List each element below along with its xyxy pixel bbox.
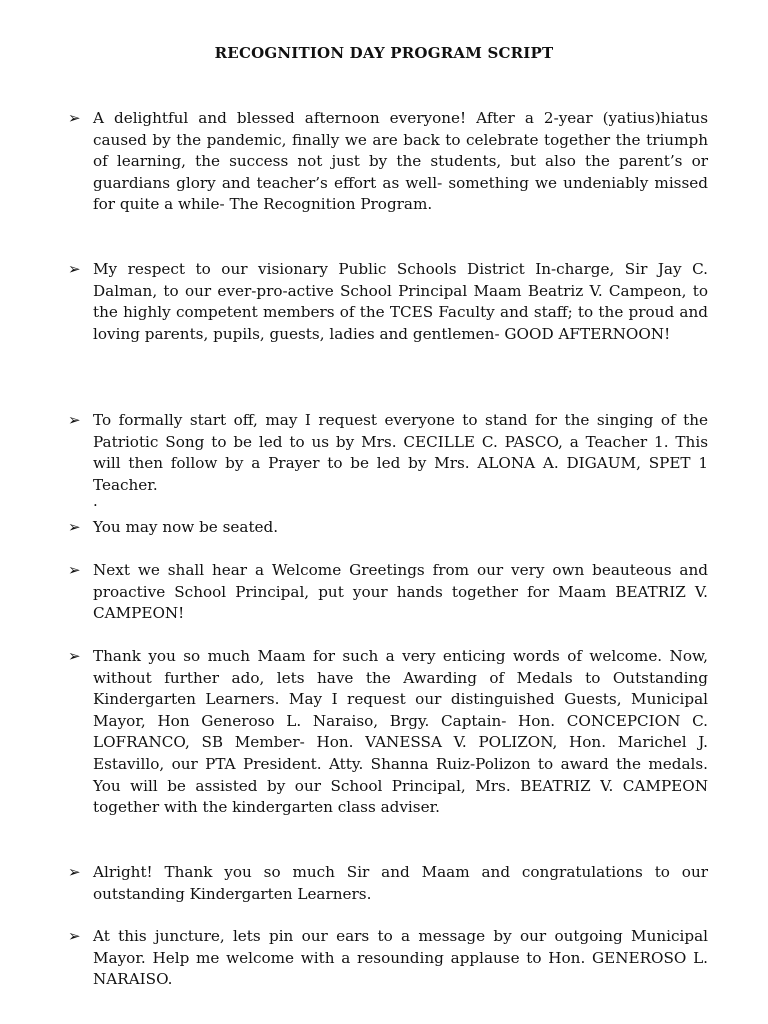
paragraph-text: Thank you so much Maam for such a very enticing words of welcome. Now, without further ado, lets have the Awarding of Medals to Outstanding Kindergarten Learners. May I request our distinguished Guests, Municipal Mayor, Hon Generoso L. Naraiso, Brgy. Captain- Hon. CONCEPCION C. LOFRANCO, SB Member- Hon. VANESSA V. POLIZON, Hon. Marichel J. Estavillo, our PTA President. Atty. Shanna Ruiz-Polizon to award the medals. You will be assisted by our School Principal, Mrs. BEATRIZ V. CAMPEON together with the kindergarten class adviser.	[93, 647, 708, 817]
paragraph-respects	[68, 259, 708, 345]
paragraph-be-seated	[68, 517, 708, 539]
arrow-bullet-icon: ➢	[68, 647, 81, 665]
arrow-bullet-icon: ➢	[68, 518, 81, 536]
arrow-bullet-icon: ➢	[68, 109, 81, 127]
paragraph-awarding	[68, 646, 708, 819]
paragraph-text: Alright! Thank you so much Sir and Maam and congratulations to our outstanding Kindergarten Learners.	[93, 863, 708, 903]
paragraph-welcome-greetings	[68, 560, 708, 625]
paragraph-patriotic-song	[68, 410, 708, 496]
arrow-bullet-icon: ➢	[68, 863, 81, 881]
arrow-bullet-icon: ➢	[68, 561, 81, 579]
stray-period: .	[93, 492, 98, 510]
paragraph-text: My respect to our visionary Public Schools District In-charge, Sir Jay C. Dalman, to our ever-pro-active School Principal Maam Beatriz V. Campeon, to the highly competent members of the TCES Faculty and staff; to the proud and loving parents, pupils, guests, ladies and gentlemen- GOOD AFTERNOON!	[93, 260, 708, 343]
paragraph-mayor-message	[68, 926, 708, 991]
paragraph-text: Next we shall hear a Welcome Greetings from our very own beauteous and proactive School Principal, put your hands together for Maam BEATRIZ V. CAMPEON!	[93, 561, 708, 623]
document-title: RECOGNITION DAY PROGRAM SCRIPT	[214, 44, 554, 62]
paragraph-opening	[68, 108, 708, 216]
paragraph-congratulations	[68, 862, 708, 905]
arrow-bullet-icon: ➢	[68, 411, 81, 429]
paragraph-text: At this juncture, lets pin our ears to a message by our outgoing Municipal Mayor. Help me welcome with a resounding applause to Hon. GENEROSO L. NARAISO.	[93, 927, 708, 989]
arrow-bullet-icon: ➢	[68, 927, 81, 945]
paragraph-text: To formally start off, may I request everyone to stand for the singing of the Patriotic Song to be led to us by Mrs. CECILLE C. PASCO, a Teacher 1. This will then follow by a Prayer to be led by Mrs. ALONA A. DIGAUM, SPET 1 Teacher.	[93, 411, 708, 494]
paragraph-text: You may now be seated.	[93, 518, 279, 536]
arrow-bullet-icon: ➢	[68, 260, 81, 278]
paragraph-text: A delightful and blessed afternoon everyone! After a 2-year (yatius)hiatus caused by the pandemic, finally we are back to celebrate together the triumph of learning, the success not just by the students, but also the parent’s or guardians glory and teacher’s effort as well- something we undeniably missed for quite a while- The Recognition Program.	[93, 109, 708, 214]
